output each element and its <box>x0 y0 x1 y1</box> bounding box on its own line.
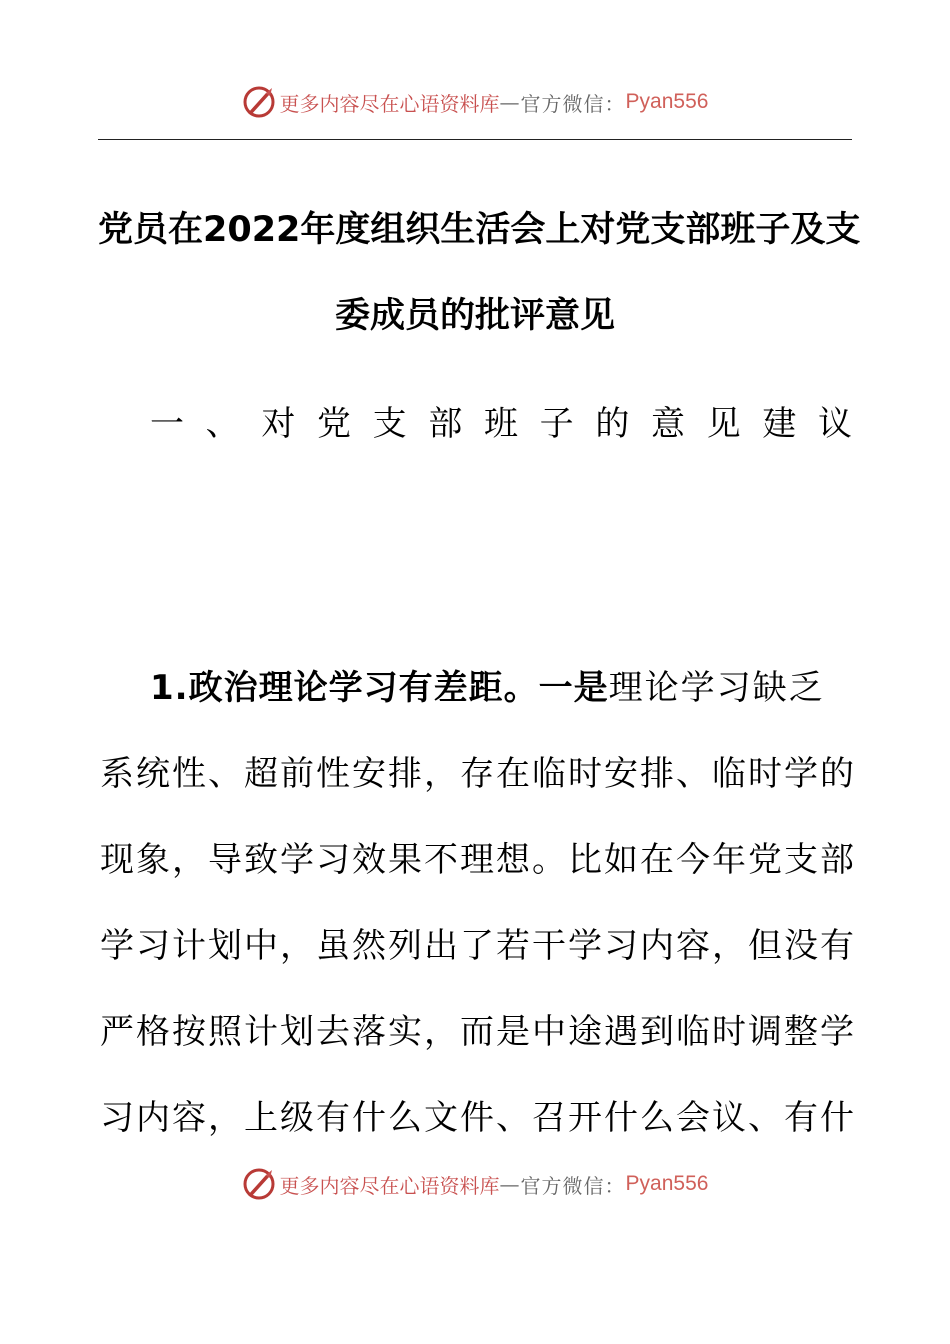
banner-text: 更多内容尽在心语资料库 <box>279 91 500 116</box>
paragraph-line <box>150 666 852 710</box>
paragraph-lead: 一是 <box>538 668 609 708</box>
header-banner <box>0 80 950 124</box>
section-heading: 一、对党支部班子的意见建议 <box>150 404 852 444</box>
quill-logo-icon <box>242 1167 276 1201</box>
banner-text: 更多内容尽在心语资料库 <box>279 1173 500 1198</box>
banner-wechat-id: Pyan556 <box>625 1172 709 1195</box>
paragraph-line: 系统性、超前性安排，存在临时安排、临时学的 <box>100 754 856 794</box>
footer-banner <box>0 1162 950 1206</box>
paragraph-heading: 1.政治理论学习有差距。 <box>150 668 539 708</box>
banner-dash: — <box>499 90 521 114</box>
banner-wechat-id: Pyan556 <box>625 90 709 113</box>
quill-logo-icon <box>242 85 276 119</box>
banner-wechat-label: 官方微信： <box>520 91 626 116</box>
document-title-line-1: 党员在2022年度组织生活会上对党支部班子及支 <box>98 210 861 250</box>
document-title-line-2: 委成员的批评意见 <box>334 296 615 336</box>
paragraph-line: 现象，导致学习效果不理想。比如在今年党支部 <box>100 840 856 880</box>
header-divider <box>98 139 852 140</box>
paragraph-line: 习内容，上级有什么文件、召开什么会议、有什 <box>100 1098 856 1138</box>
banner-dash: — <box>499 1172 521 1196</box>
paragraph-line: 学习计划中，虽然列出了若干学习内容，但没有 <box>100 926 856 966</box>
paragraph-line: 严格按照计划去落实，而是中途遇到临时调整学 <box>100 1012 856 1052</box>
banner-wechat-label: 官方微信： <box>520 1173 626 1198</box>
paragraph-text: 理论学习缺乏 <box>608 668 825 708</box>
